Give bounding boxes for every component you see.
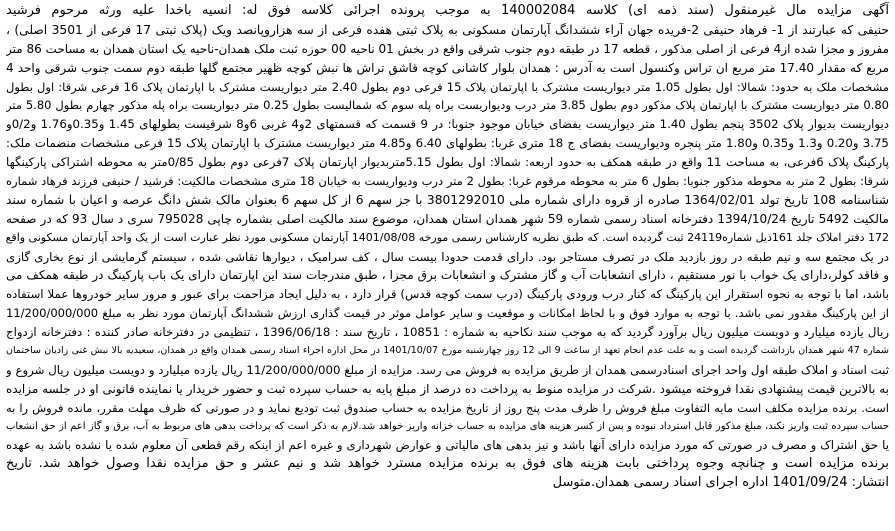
notice-line: ثبت اسناد و املاک طبقه اول واحد اجرای اسنادرسمی همدان از طریق مزایده به فروش می رسد. مزایده از مبلغ 11/200/000/000 ریال یازده میلیارد و دویست میلیون ریال شروع و <box>6 362 889 377</box>
notice-line: آگهی مزایده مال غیرمنقول (سند ذمه ای) کلاسه 140002084 به موجب پرونده اجرائی کلاسه فوق له: انسیه باخدا علیه ورثه مرحوم فرشید <box>6 3 889 18</box>
notice-line: یا حق اشتراک و مصرف در صورتی که مورد مزایده دارای آنها باشد و نیز بدهی های مالیاتی و عوارض شهرداری و غیره اعم از اینکه رقم قطعی آن معلوم شده یا نشده باشد به عهده <box>6 438 889 453</box>
notice-line: دیواریست بدیوار پلاک 3502 پنجم بطول 1.40 متر دیواریست بفضای خیابان موجود جنوبا: در 9 قسمت که قسمتهای 2و4 غربی 6و8 شرقیست بطولهای 1.45 و0.35و1.76 و0/2و <box>6 117 889 132</box>
notice-line: 172 دفتر املاک جلد 161ذیل شماره24119 ثبت گردیده است. که طبق نظریه کارشناس رسمی مورخه 1401/08/08 آپارتمان مسکونی مورد نظر عبارت است از یک واحد آپارتمان مسکونی واقع <box>6 230 889 244</box>
notice-line: پارکینگ پلاک 6فرعی، به مساحت 11 واقع در طبقه همکف به حدود اربعه: شمالا: اول بطول 5.15متربدیوار اپارتمان پلاک 7فرعی دوم بطول 0/85متر به محوطه اشتراکی پارکینگها <box>6 155 889 170</box>
notice-line: در یک مجتمع سه و نیم طبقه در روز بازدید ملک در تصرف مستاجر بود. دارای قدمت حدودا بیست سال ، کف سرامیک ، دیوارها نقاشی شده ، سیستم گرمایشی از نوع بخاری گازی <box>6 249 889 264</box>
notice-line: حنیفی که عبارتند از 1- فرهاد حنیفی 2-فریده جهان آراء ششدانگ آپارتمان مسکونی به پلاک ثبتی هفده فرعی از سه هزاروپانصد ویک (پلاک ثبتی 17 فرعی از 3501 اصلی) ، <box>6 22 889 37</box>
notice-line: شرقا: بطول 2 متر به محوطه مذکور جنوبا: بطول 6 متر به محوطه مرقوم غربا: بطول 2 متر درب ودیواریست به خیابان 18 متری مشخصات مالکیت: فرشید / حنیفی فرزند فرهاد شماره <box>6 174 889 189</box>
notice-line: مالکیت 5492 تاریخ 1394/10/24 دفترخانه اسناد رسمی شماره 59 شهر همدان استان همدان، موضوع سند مالکیت اصلی بشماره چاپی 795028 سری د سال 93 که در صفحه <box>6 211 889 226</box>
notice-line: 0.80 متر دیواریست مشترک با اپارتمان پلاک مذکور دوم بطول 3.85 متر درب ودیواریست براه پله سوم که شمالیست بطول 0.25 متر دیواریست براه پله مذکور چهارم بطول 5.80 متر <box>6 98 889 113</box>
notice-line: حساب سپرده ثبت واریز نکند، مبلغ مذکور قابل استرداد نبوده و پس از کسر هزینه های مزایده به حساب خزانه واریز خواهد شد.لازم به ذکر است که پرداخت بدهی های مربوط به آب، برق و گاز اعم از حق انشعاب <box>6 420 889 432</box>
notice-line: و فاقد کولر،دارای یک خواب با نور مستقیم ، دارای انشعابات آب و گاز مشترک و انشعابات برق مجزا ، طبق مندرجات سند این اپارتمان دارای یک باب پارکینگ در طبقه همکف می <box>6 268 889 283</box>
notice-line: از این پارکینگ مقدور نمی باشد. با توجه به موارد فوق و با لحاظ امکانات و موقعیت و سایر عوامل موثر در قیمت گذاری ارزش ششدانگ آپارتمان مورد نظر به مبلغ 11/200/000/000 <box>6 306 889 321</box>
notice-line: ریال یازده میلیارد و دویست میلیون ریال برآورد گردید که به موجب سند نکاحیه به شماره : 10851 ، تاریخ سند : 1396/06/18 ، تنظیمی در دفترخانه صادر کننده : دفترخانه ازدواج <box>6 325 889 340</box>
notice-line: به بالاترین قیمت پیشنهادی نقدا فروخته میشود .شرکت در مزایده منوط به پرداخت ده درصد از مبلغ پایه به حساب سپرده ثبت و حضور خریدار یا نماینده قانونی او در جلسه مزایده <box>6 381 889 396</box>
notice-line: مشخصات ملک به حدود: شمالا: اول بطول 1.05 متر دیواریست مشترک با اپارتمان پلاک 15 فرعی دوم بطول 2.40 متر دیواریست مشترک با اپارتمان پلاک 16 فرعی شرقا: اول بطول <box>6 79 889 94</box>
notice-line: است. برنده مزایده مکلف است مابه التفاوت مبلغ فروش را ظرف مدت پنج روز از تاریخ مزایده به حساب صندوق ثبت تودیع نماید و در صورتی که ظرف مهلت مقرر، مانده فروش را به <box>6 400 889 415</box>
notice-line: 3.75 و0.20 و1.3 و0.35 و1.80 متر پنجره ودیواریست بفضای ج 18 متری غربا: بطولهای 6.40 و4.85 متر دیواریست مشترک با اپارتمان پلاک 15 فرعی مشخصات منضمات ملک: <box>6 136 889 151</box>
notice-line: مفروز و مجزا شده از4 فرعی از اصلی مذکور ، قطعه 17 در طبقه دوم جنوب شرقی واقع در بخش 01 ناحیه 00 حوزه ثبت ملک همدان-ناحیه یک استان همدان به مساحت 86 متر <box>6 41 889 56</box>
notice-line: مربع که مقدار 17.40 متر مربع ان تراس وکنسول است به آدرس : همدان بلوار کاشانی کوچه قاشق تراش ها نبش کوچه ظهیر مجتمع گلها طبقه دوم سمت جنوب شرقی واحد 4 <box>6 60 889 75</box>
publication-date-line: انتشار: 1401/09/24 اداره اجرای اسناد رسمی همدان.متوسل <box>552 475 889 491</box>
notice-line: شماره 47 شهر همدان بازداشت گردیده است و به علت عدم انجام تعهد از ساعت 9 الی 12 روز چهارشنبه مورخ 1401/10/07 در محل اداره اجراء اسناد رسمی همدان واقع در همدان، سعیدیه بالا نبش غنی زادیان ساختمان <box>6 345 889 357</box>
notice-line: برنده مزایده است و چنانچه وجوه پرداختی بابت هزینه های فوق به برنده مزایده مسترد خواهد شد و نیم عشر و حق مزایده نقدا وصول خواهد شد. تاریخ <box>6 456 889 472</box>
notice-line: شناسنامه 108 تاریخ تولد 1364/02/01 صادره از قروه دارای شماره ملی 3801292010 با جز سهم 6 از کل سهم 6 بعنوان مالک شش دانگ عرصه و اعیان با شماره سند <box>6 192 889 207</box>
notice-line: باشد، اما با توجه به نحوه استقرار این پارکینگ که کنار درب ورودی پارکینگ (درب سمت کوچه قدس) قرار دارد ، به دلیل ایجاد مزاحمت برای عبور و مرور سایر خودروها عملا استفاده <box>6 287 889 302</box>
